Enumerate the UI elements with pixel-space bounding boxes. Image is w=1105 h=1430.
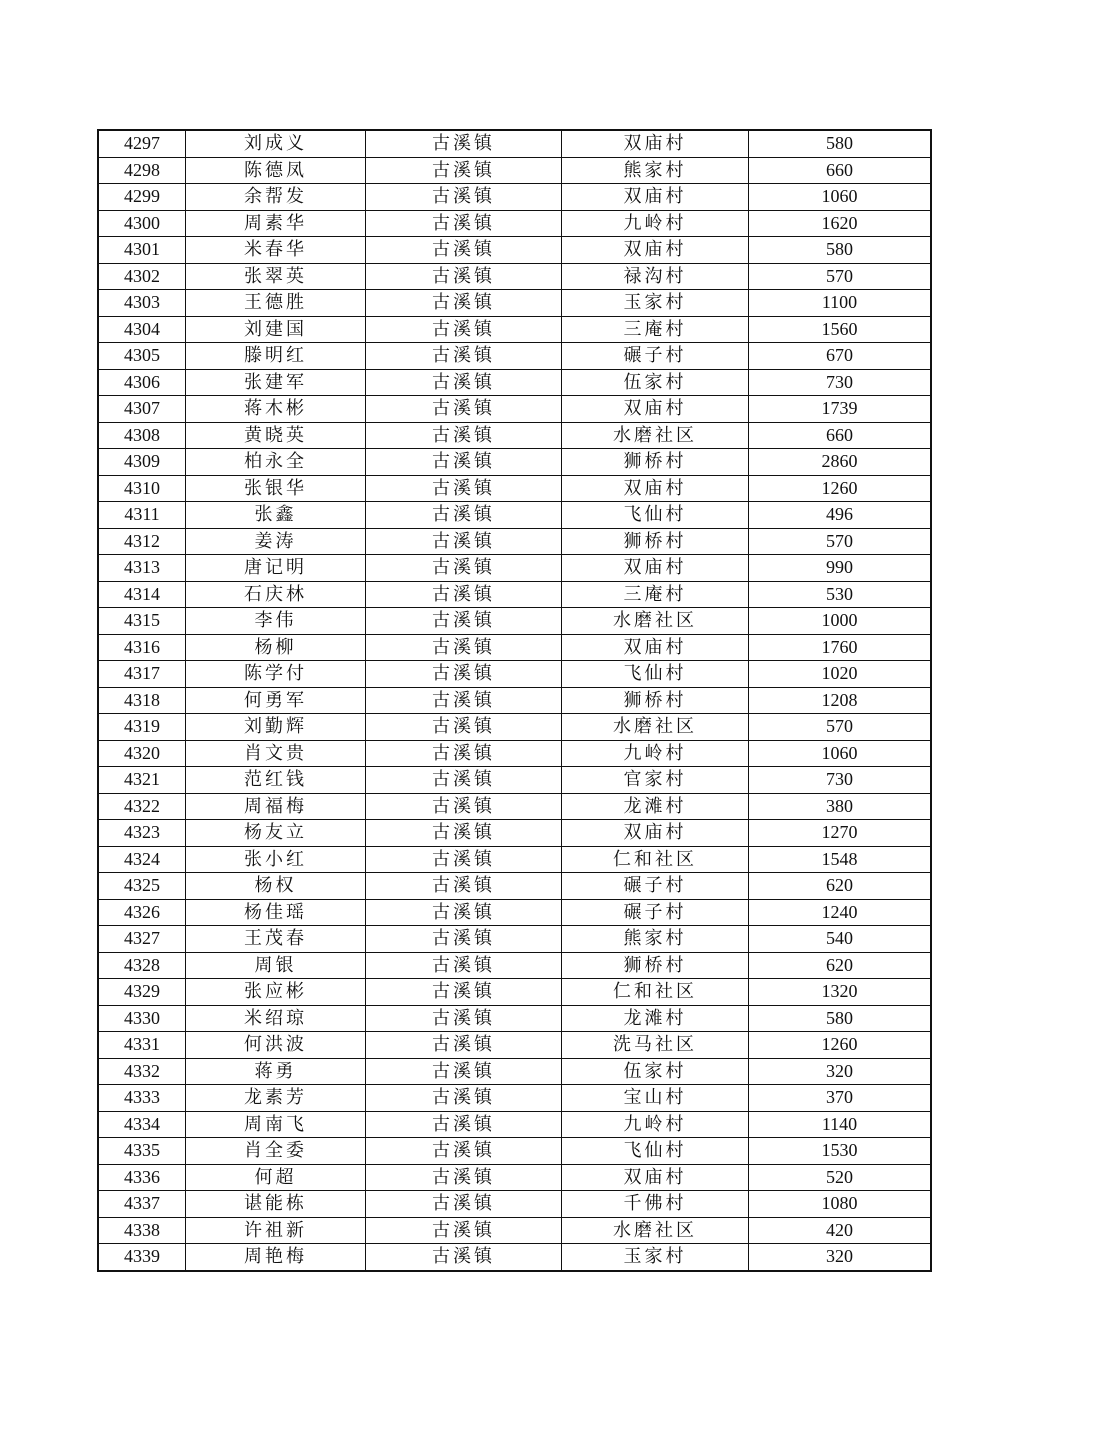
town-cell: 古溪镇	[366, 899, 562, 926]
town-cell: 古溪镇	[366, 210, 562, 237]
serial-number-cell: 4297	[98, 130, 186, 157]
amount-cell: 320	[749, 1058, 932, 1085]
serial-number-cell: 4317	[98, 661, 186, 688]
village-cell: 水磨社区	[562, 422, 749, 449]
town-cell: 古溪镇	[366, 1217, 562, 1244]
table-row	[98, 449, 931, 476]
table-row	[98, 369, 931, 396]
name-cell: 龙素芳	[186, 1085, 366, 1112]
amount-cell: 1240	[749, 899, 932, 926]
name-cell: 谌能栋	[186, 1191, 366, 1218]
village-cell: 狮桥村	[562, 952, 749, 979]
table-row	[98, 502, 931, 529]
amount-cell: 1100	[749, 290, 932, 317]
serial-number-cell: 4310	[98, 475, 186, 502]
table-row	[98, 740, 931, 767]
town-cell: 古溪镇	[366, 634, 562, 661]
village-cell: 双庙村	[562, 820, 749, 847]
village-cell: 水磨社区	[562, 608, 749, 635]
name-cell: 姜涛	[186, 528, 366, 555]
village-cell: 熊家村	[562, 926, 749, 953]
village-cell: 熊家村	[562, 157, 749, 184]
village-cell: 双庙村	[562, 475, 749, 502]
amount-cell: 620	[749, 952, 932, 979]
serial-number-cell: 4339	[98, 1244, 186, 1271]
serial-number-cell: 4335	[98, 1138, 186, 1165]
village-cell: 仁和社区	[562, 846, 749, 873]
table-row	[98, 475, 931, 502]
name-cell: 张应彬	[186, 979, 366, 1006]
amount-cell: 1760	[749, 634, 932, 661]
village-cell: 飞仙村	[562, 661, 749, 688]
serial-number-cell: 4308	[98, 422, 186, 449]
amount-cell: 1080	[749, 1191, 932, 1218]
table-row	[98, 952, 931, 979]
town-cell: 古溪镇	[366, 369, 562, 396]
name-cell: 余帮发	[186, 184, 366, 211]
town-cell: 古溪镇	[366, 396, 562, 423]
town-cell: 古溪镇	[366, 740, 562, 767]
name-cell: 杨权	[186, 873, 366, 900]
name-cell: 张鑫	[186, 502, 366, 529]
name-cell: 周艳梅	[186, 1244, 366, 1271]
amount-cell: 1739	[749, 396, 932, 423]
amount-cell: 730	[749, 767, 932, 794]
town-cell: 古溪镇	[366, 873, 562, 900]
name-cell: 张翠英	[186, 263, 366, 290]
town-cell: 古溪镇	[366, 767, 562, 794]
village-cell: 洗马社区	[562, 1032, 749, 1059]
table-row	[98, 820, 931, 847]
table-row	[98, 316, 931, 343]
amount-cell: 520	[749, 1164, 932, 1191]
village-cell: 龙滩村	[562, 1005, 749, 1032]
name-cell: 黄晓英	[186, 422, 366, 449]
amount-cell: 370	[749, 1085, 932, 1112]
table-row	[98, 581, 931, 608]
village-cell: 水磨社区	[562, 1217, 749, 1244]
village-cell: 九岭村	[562, 210, 749, 237]
table-row	[98, 634, 931, 661]
serial-number-cell: 4323	[98, 820, 186, 847]
village-cell: 双庙村	[562, 634, 749, 661]
amount-cell: 730	[749, 369, 932, 396]
serial-number-cell: 4318	[98, 687, 186, 714]
town-cell: 古溪镇	[366, 1005, 562, 1032]
amount-cell: 1060	[749, 740, 932, 767]
serial-number-cell: 4331	[98, 1032, 186, 1059]
table-row	[98, 396, 931, 423]
serial-number-cell: 4338	[98, 1217, 186, 1244]
village-cell: 双庙村	[562, 396, 749, 423]
table-row	[98, 290, 931, 317]
village-cell: 三庵村	[562, 581, 749, 608]
town-cell: 古溪镇	[366, 130, 562, 157]
amount-cell: 1020	[749, 661, 932, 688]
amount-cell: 660	[749, 157, 932, 184]
serial-number-cell: 4334	[98, 1111, 186, 1138]
town-cell: 古溪镇	[366, 422, 562, 449]
village-cell: 飞仙村	[562, 502, 749, 529]
name-cell: 蒋勇	[186, 1058, 366, 1085]
name-cell: 张小红	[186, 846, 366, 873]
village-cell: 仁和社区	[562, 979, 749, 1006]
serial-number-cell: 4333	[98, 1085, 186, 1112]
town-cell: 古溪镇	[366, 1138, 562, 1165]
table-row	[98, 1138, 931, 1165]
name-cell: 范红钱	[186, 767, 366, 794]
village-cell: 三庵村	[562, 316, 749, 343]
serial-number-cell: 4320	[98, 740, 186, 767]
amount-cell: 570	[749, 528, 932, 555]
village-cell: 伍家村	[562, 1058, 749, 1085]
serial-number-cell: 4313	[98, 555, 186, 582]
name-cell: 张银华	[186, 475, 366, 502]
name-cell: 周银	[186, 952, 366, 979]
town-cell: 古溪镇	[366, 793, 562, 820]
table-row	[98, 687, 931, 714]
table-row	[98, 979, 931, 1006]
serial-number-cell: 4307	[98, 396, 186, 423]
table-row	[98, 608, 931, 635]
amount-cell: 570	[749, 263, 932, 290]
name-cell: 王茂春	[186, 926, 366, 953]
town-cell: 古溪镇	[366, 555, 562, 582]
town-cell: 古溪镇	[366, 608, 562, 635]
table-row	[98, 555, 931, 582]
name-cell: 张建军	[186, 369, 366, 396]
town-cell: 古溪镇	[366, 528, 562, 555]
table-row	[98, 422, 931, 449]
amount-cell: 620	[749, 873, 932, 900]
serial-number-cell: 4306	[98, 369, 186, 396]
town-cell: 古溪镇	[366, 1058, 562, 1085]
table-row	[98, 210, 931, 237]
amount-cell: 580	[749, 130, 932, 157]
town-cell: 古溪镇	[366, 1085, 562, 1112]
amount-cell: 990	[749, 555, 932, 582]
serial-number-cell: 4324	[98, 846, 186, 873]
name-cell: 陈德凤	[186, 157, 366, 184]
town-cell: 古溪镇	[366, 316, 562, 343]
table-row	[98, 343, 931, 370]
amount-cell: 1620	[749, 210, 932, 237]
amount-cell: 1060	[749, 184, 932, 211]
name-cell: 何勇军	[186, 687, 366, 714]
serial-number-cell: 4299	[98, 184, 186, 211]
table-row	[98, 714, 931, 741]
table-row	[98, 846, 931, 873]
serial-number-cell: 4332	[98, 1058, 186, 1085]
village-cell: 千佛村	[562, 1191, 749, 1218]
table-row	[98, 528, 931, 555]
name-cell: 陈学付	[186, 661, 366, 688]
serial-number-cell: 4298	[98, 157, 186, 184]
village-cell: 双庙村	[562, 1164, 749, 1191]
village-cell: 狮桥村	[562, 528, 749, 555]
name-cell: 米绍琼	[186, 1005, 366, 1032]
name-cell: 周南飞	[186, 1111, 366, 1138]
serial-number-cell: 4314	[98, 581, 186, 608]
village-cell: 飞仙村	[562, 1138, 749, 1165]
table-row	[98, 926, 931, 953]
name-cell: 肖全委	[186, 1138, 366, 1165]
serial-number-cell: 4321	[98, 767, 186, 794]
town-cell: 古溪镇	[366, 661, 562, 688]
village-cell: 玉家村	[562, 290, 749, 317]
table-row	[98, 873, 931, 900]
town-cell: 古溪镇	[366, 1191, 562, 1218]
serial-number-cell: 4337	[98, 1191, 186, 1218]
amount-cell: 1270	[749, 820, 932, 847]
village-cell: 伍家村	[562, 369, 749, 396]
name-cell: 周福梅	[186, 793, 366, 820]
village-cell: 碾子村	[562, 873, 749, 900]
table-row	[98, 661, 931, 688]
table-row	[98, 899, 931, 926]
serial-number-cell: 4328	[98, 952, 186, 979]
amount-cell: 570	[749, 714, 932, 741]
table-row	[98, 1085, 931, 1112]
serial-number-cell: 4330	[98, 1005, 186, 1032]
town-cell: 古溪镇	[366, 846, 562, 873]
village-cell: 水磨社区	[562, 714, 749, 741]
town-cell: 古溪镇	[366, 1032, 562, 1059]
name-cell: 李伟	[186, 608, 366, 635]
name-cell: 石庆林	[186, 581, 366, 608]
amount-cell: 380	[749, 793, 932, 820]
table-row	[98, 1164, 931, 1191]
town-cell: 古溪镇	[366, 581, 562, 608]
amount-cell: 540	[749, 926, 932, 953]
data-table	[97, 129, 932, 1272]
table-row	[98, 263, 931, 290]
serial-number-cell: 4319	[98, 714, 186, 741]
name-cell: 滕明红	[186, 343, 366, 370]
serial-number-cell: 4302	[98, 263, 186, 290]
amount-cell: 1000	[749, 608, 932, 635]
town-cell: 古溪镇	[366, 820, 562, 847]
village-cell: 龙滩村	[562, 793, 749, 820]
table-row	[98, 793, 931, 820]
name-cell: 周素华	[186, 210, 366, 237]
table-row	[98, 1217, 931, 1244]
village-cell: 九岭村	[562, 740, 749, 767]
amount-cell: 1208	[749, 687, 932, 714]
amount-cell: 1560	[749, 316, 932, 343]
serial-number-cell: 4309	[98, 449, 186, 476]
serial-number-cell: 4329	[98, 979, 186, 1006]
table-row	[98, 767, 931, 794]
amount-cell: 1320	[749, 979, 932, 1006]
table-row	[98, 184, 931, 211]
amount-cell: 660	[749, 422, 932, 449]
serial-number-cell: 4325	[98, 873, 186, 900]
amount-cell: 1260	[749, 475, 932, 502]
serial-number-cell: 4311	[98, 502, 186, 529]
name-cell: 杨佳瑶	[186, 899, 366, 926]
table-row	[98, 1058, 931, 1085]
town-cell: 古溪镇	[366, 237, 562, 264]
town-cell: 古溪镇	[366, 714, 562, 741]
village-cell: 双庙村	[562, 130, 749, 157]
village-cell: 双庙村	[562, 555, 749, 582]
name-cell: 刘成义	[186, 130, 366, 157]
town-cell: 古溪镇	[366, 449, 562, 476]
table-body	[98, 130, 931, 1271]
serial-number-cell: 4315	[98, 608, 186, 635]
town-cell: 古溪镇	[366, 1244, 562, 1271]
village-cell: 九岭村	[562, 1111, 749, 1138]
town-cell: 古溪镇	[366, 1164, 562, 1191]
town-cell: 古溪镇	[366, 263, 562, 290]
name-cell: 何洪波	[186, 1032, 366, 1059]
serial-number-cell: 4326	[98, 899, 186, 926]
amount-cell: 580	[749, 237, 932, 264]
serial-number-cell: 4316	[98, 634, 186, 661]
town-cell: 古溪镇	[366, 1111, 562, 1138]
amount-cell: 496	[749, 502, 932, 529]
village-cell: 玉家村	[562, 1244, 749, 1271]
serial-number-cell: 4305	[98, 343, 186, 370]
amount-cell: 1260	[749, 1032, 932, 1059]
serial-number-cell: 4300	[98, 210, 186, 237]
town-cell: 古溪镇	[366, 290, 562, 317]
name-cell: 米春华	[186, 237, 366, 264]
name-cell: 蒋木彬	[186, 396, 366, 423]
town-cell: 古溪镇	[366, 952, 562, 979]
name-cell: 何超	[186, 1164, 366, 1191]
village-cell: 狮桥村	[562, 687, 749, 714]
serial-number-cell: 4327	[98, 926, 186, 953]
amount-cell: 420	[749, 1217, 932, 1244]
table-row	[98, 1191, 931, 1218]
town-cell: 古溪镇	[366, 687, 562, 714]
serial-number-cell: 4322	[98, 793, 186, 820]
village-cell: 碾子村	[562, 343, 749, 370]
name-cell: 肖文贵	[186, 740, 366, 767]
town-cell: 古溪镇	[366, 157, 562, 184]
table-row	[98, 1244, 931, 1271]
village-cell: 宝山村	[562, 1085, 749, 1112]
table-row	[98, 157, 931, 184]
amount-cell: 1548	[749, 846, 932, 873]
village-cell: 碾子村	[562, 899, 749, 926]
name-cell: 刘勤辉	[186, 714, 366, 741]
amount-cell: 1530	[749, 1138, 932, 1165]
village-cell: 禄沟村	[562, 263, 749, 290]
village-cell: 双庙村	[562, 237, 749, 264]
amount-cell: 580	[749, 1005, 932, 1032]
name-cell: 杨柳	[186, 634, 366, 661]
village-cell: 双庙村	[562, 184, 749, 211]
town-cell: 古溪镇	[366, 979, 562, 1006]
name-cell: 刘建国	[186, 316, 366, 343]
town-cell: 古溪镇	[366, 475, 562, 502]
table-row	[98, 1111, 931, 1138]
name-cell: 许祖新	[186, 1217, 366, 1244]
name-cell: 杨友立	[186, 820, 366, 847]
name-cell: 王德胜	[186, 290, 366, 317]
village-cell: 官家村	[562, 767, 749, 794]
serial-number-cell: 4312	[98, 528, 186, 555]
amount-cell: 320	[749, 1244, 932, 1271]
table-row	[98, 237, 931, 264]
town-cell: 古溪镇	[366, 926, 562, 953]
name-cell: 唐记明	[186, 555, 366, 582]
amount-cell: 530	[749, 581, 932, 608]
town-cell: 古溪镇	[366, 343, 562, 370]
serial-number-cell: 4301	[98, 237, 186, 264]
name-cell: 柏永全	[186, 449, 366, 476]
serial-number-cell: 4336	[98, 1164, 186, 1191]
amount-cell: 1140	[749, 1111, 932, 1138]
serial-number-cell: 4303	[98, 290, 186, 317]
amount-cell: 2860	[749, 449, 932, 476]
amount-cell: 670	[749, 343, 932, 370]
serial-number-cell: 4304	[98, 316, 186, 343]
table-row	[98, 1032, 931, 1059]
town-cell: 古溪镇	[366, 502, 562, 529]
town-cell: 古溪镇	[366, 184, 562, 211]
table-row	[98, 130, 931, 157]
table-row	[98, 1005, 931, 1032]
village-cell: 狮桥村	[562, 449, 749, 476]
